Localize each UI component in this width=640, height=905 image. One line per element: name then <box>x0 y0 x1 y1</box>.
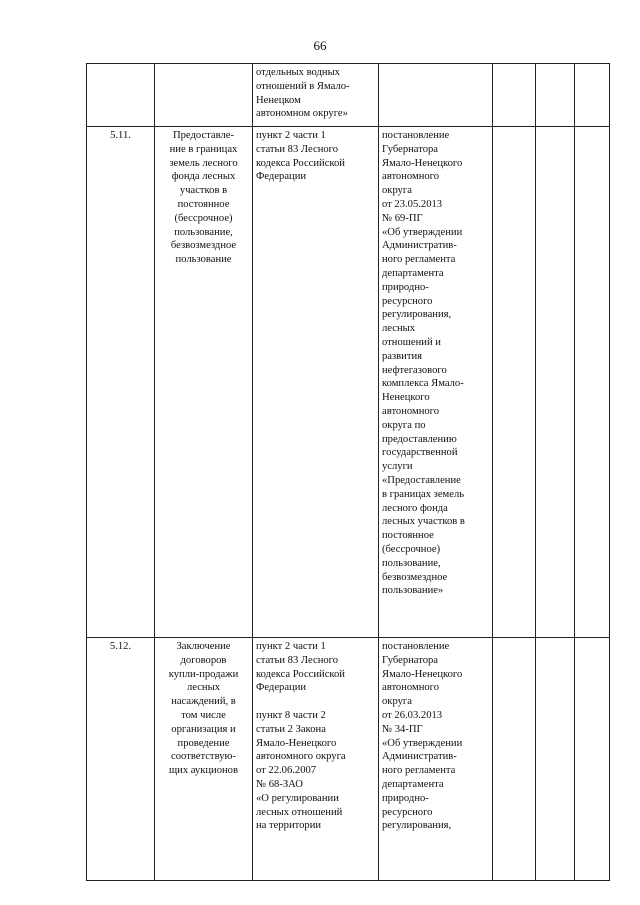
text-line: автономного округа <box>256 751 346 763</box>
text-line: пункт 2 части 1 <box>256 641 326 652</box>
text-line: пользование, <box>382 557 441 569</box>
table-row <box>87 638 610 881</box>
text-line: статьи 83 Лесного <box>256 654 339 666</box>
text-line: безвозмездное <box>170 240 237 252</box>
table-row <box>87 64 610 127</box>
text-line: Ямало-Ненецкого <box>256 737 337 749</box>
regulation-act-cell <box>379 64 493 127</box>
text-line: статьи 2 Закона <box>256 723 326 735</box>
text-line: автономного <box>382 405 440 417</box>
text-line: лесного фонда <box>382 502 448 514</box>
text-line: ного регламента <box>382 765 456 777</box>
text-line: статьи 83 Лесного <box>256 143 339 155</box>
empty-cell-7 <box>575 127 610 638</box>
text-line: пункт 8 части 2 <box>256 709 326 721</box>
text-line: постоянное <box>382 530 434 542</box>
text-line: «Об утверждении <box>382 226 463 238</box>
regulation-act-cell <box>379 127 493 638</box>
text-line: купли-продажи <box>168 668 239 680</box>
text-line: безвозмездное <box>382 571 448 583</box>
text-line: лесных <box>186 682 221 694</box>
text-line: округа <box>382 696 412 708</box>
text-line: соответствую- <box>171 751 236 763</box>
text-line: комплекса Ямало- <box>382 378 464 390</box>
text-line: департамента <box>382 778 444 790</box>
text-line: от 22.06.2007 <box>256 765 317 777</box>
empty-cell-5 <box>493 638 536 881</box>
text-line: Ненецком <box>256 94 301 106</box>
text-line: государственной <box>382 447 458 459</box>
text-line: от 26.03.2013 <box>382 709 443 721</box>
empty-cell-6 <box>536 64 575 127</box>
text-line: № 34-ПГ <box>382 723 423 735</box>
text-line: № 69-ПГ <box>382 212 423 224</box>
text-line: лесных <box>382 323 416 335</box>
row-number-cell: 5.12. <box>87 638 155 881</box>
text-line: Ямало-Ненецкого <box>382 157 463 169</box>
text-line: нефтегазового <box>382 364 447 376</box>
text-line: пользование <box>175 254 232 266</box>
text-line: Губернатора <box>382 143 439 155</box>
authority-table <box>86 63 610 881</box>
text-line: ного регламента <box>382 254 456 266</box>
text-line: Предоставле- <box>172 130 234 141</box>
text-line: автономного <box>382 171 440 183</box>
text-line: природно- <box>382 792 429 804</box>
text-line: организация и <box>171 723 236 735</box>
text-line: округа <box>382 185 412 197</box>
text-line: № 68-ЗАО <box>256 778 303 790</box>
empty-cell-5 <box>493 127 536 638</box>
text-line: округа по <box>382 419 426 431</box>
text-line: регулирования, <box>382 820 452 832</box>
service-name-cell <box>155 638 253 881</box>
legal-basis-cell <box>253 64 379 127</box>
text-line: (бессрочное) <box>174 212 233 224</box>
text-line: Административ- <box>382 240 457 252</box>
page-number: 66 <box>313 38 327 53</box>
text-line: пользование» <box>382 585 444 597</box>
text-line: отношений в Ямало- <box>256 80 350 92</box>
text-line: том числе <box>181 709 226 721</box>
text-line: фонда лесных <box>171 171 236 183</box>
text-line: регулирования, <box>382 309 452 321</box>
text-line <box>256 695 375 709</box>
service-name-cell <box>155 127 253 638</box>
text-line: ресурсного <box>382 295 433 307</box>
text-line: в границах земель <box>382 488 465 500</box>
text-line: Федерации <box>256 171 307 183</box>
text-line: Заключение <box>176 641 231 652</box>
empty-cell-6 <box>536 638 575 881</box>
text-line: ние в границах <box>169 143 238 155</box>
text-line: ресурсного <box>382 806 433 818</box>
text-line: кодекса Российской <box>256 668 345 680</box>
text-line: пользование, <box>174 226 233 238</box>
text-line: лесных отношений <box>256 806 343 818</box>
text-line: отдельных водных <box>256 67 340 78</box>
text-line: постоянное <box>177 198 230 210</box>
text-line: услуги <box>382 461 413 473</box>
text-line: Ямало-Ненецкого <box>382 668 463 680</box>
text-line: отношений и <box>382 336 441 348</box>
regulation-act-cell <box>379 638 493 881</box>
text-line: лесных участков в <box>382 516 465 528</box>
text-line: на территории <box>256 820 322 832</box>
text-line: «О регулировании <box>256 792 339 804</box>
text-line: участков в <box>179 185 228 197</box>
empty-cell-7 <box>575 638 610 881</box>
empty-cell-6 <box>536 127 575 638</box>
text-line: постановление <box>382 130 450 141</box>
row-number-cell <box>87 64 155 127</box>
legal-basis-cell <box>253 127 379 638</box>
text-line: насаждений, в <box>171 696 236 708</box>
empty-cell-5 <box>493 64 536 127</box>
text-line: Губернатора <box>382 654 439 666</box>
text-line: земель лесного <box>169 157 238 169</box>
text-line: щих аукционов <box>169 765 238 777</box>
text-line: Федерации <box>256 682 307 694</box>
text-line: договоров <box>180 654 227 666</box>
text-line: (бессрочное) <box>382 543 441 555</box>
table-row <box>87 127 610 638</box>
text-line: развития <box>382 350 423 362</box>
text-line: автономного <box>382 682 440 694</box>
empty-cell-7 <box>575 64 610 127</box>
text-line: предоставлению <box>382 433 457 445</box>
text-line: природно- <box>382 281 429 293</box>
text-line: кодекса Российской <box>256 157 345 169</box>
text-line: проведение <box>177 737 230 749</box>
text-line: «Предоставление <box>382 474 461 486</box>
legal-basis-cell <box>253 638 379 881</box>
row-number-cell: 5.11. <box>87 127 155 638</box>
text-line: Ненецкого <box>382 392 430 404</box>
service-name-cell <box>155 64 253 127</box>
text-line: Административ- <box>382 751 457 763</box>
text-line: пункт 2 части 1 <box>256 130 326 141</box>
text-line: департамента <box>382 267 444 279</box>
text-line: автономном округе» <box>256 108 348 120</box>
text-line: постановление <box>382 641 450 652</box>
text-line: от 23.05.2013 <box>382 198 443 210</box>
text-line: «Об утверждении <box>382 737 463 749</box>
